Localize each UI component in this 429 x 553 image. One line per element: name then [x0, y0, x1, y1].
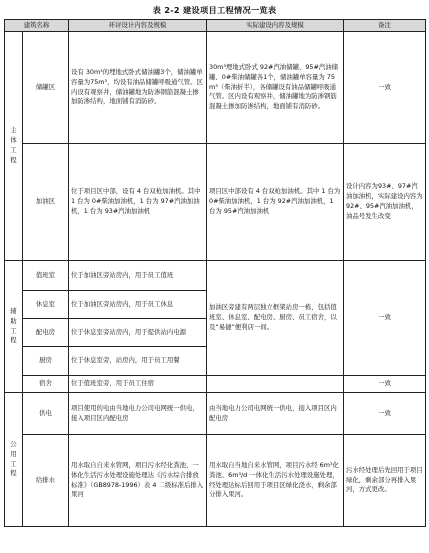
table-row [5, 261, 426, 291]
design-supply: 项目使用的电由当地电力公司电网统一供电，接入项目区内配电房 [69, 393, 207, 435]
table-title: 表 2-2 建设项目工程情况一览表 [152, 5, 277, 15]
table-row [5, 435, 426, 527]
actual-aux: 加油区旁建有两层独立框架站房一栋，包括值班室、休息室、配电房、厨房、员工宿舍，以及“易捷”便利店一间。 [207, 261, 344, 376]
row-name-supply: 供电 [23, 393, 69, 435]
design-power: 位于休息室旁站房内，用于提供站内电源 [69, 319, 207, 347]
category-main: 主体工程 [5, 32, 23, 261]
row-name-water: 给排水 [23, 435, 69, 527]
col-header-name: 建筑名称 [5, 20, 69, 32]
design-kitchen: 位于休息室旁，站房内，用于员工用餐 [69, 347, 207, 376]
category-public: 公用工程 [5, 393, 23, 527]
col-header-note: 备注 [344, 20, 426, 32]
note-dorm: 一致 [344, 376, 426, 393]
actual-supply: 由当地电力公司电网统一供电，接入项目区内配电房 [207, 393, 344, 435]
row-name-rest: 休息室 [23, 291, 69, 319]
design-rest: 位于加油区旁站房内，用于员工休息 [69, 291, 207, 319]
category-aux: 辅助工程 [5, 261, 23, 393]
row-name-power: 配电房 [23, 319, 69, 347]
note-aux: 一致 [344, 261, 426, 376]
row-name-dorm: 宿舍 [23, 376, 69, 393]
actual-water: 用水取自当地自来水管网，项目污水经 6m³化粪池、6m³/d 一体化生活污水处理设施处理，经处理达标后回用于项目区绿化浇水，剩余部分排入果河。 [207, 435, 344, 527]
row-name-fuel: 加油区 [23, 144, 69, 261]
design-water: 用水取自自来水管网，项目污水经化粪池、一体化生活污水处理设施处理达《污水综合排放标准》（GB8978-1996）表 4 二级标准后排入果河 [69, 435, 207, 527]
table-row [5, 144, 426, 261]
project-table [4, 19, 426, 527]
col-header-design: 环评设计内容及规模 [69, 20, 207, 32]
table-row [5, 32, 426, 144]
table-header-row [5, 20, 426, 32]
design-fuel: 位于项目区中部，设有 4 台双枪加油机。其中 1 台为 0#柴油加油机，1 台为 97#汽油加油机，1 台为 93#汽油加油机 [69, 144, 207, 261]
note-water: 污水经处理后先回用于项目绿化，剩余部分再排入果河，方式更改。 [344, 435, 426, 527]
row-name-manage: 值班室 [23, 261, 69, 291]
col-header-actual: 实际建设内容及规模 [207, 20, 344, 32]
design-tank: 设有 30m³的埋地式卧式储油罐3个，储油罐单容量为75m³，均设有油品储罐呼吸通气管。区内设有观察井，储油罐地为防渗钢筋混凝土掺加防渗结构，地面铺有消防砂。 [69, 32, 207, 144]
actual-tank: 30m³埋地式卧式 92#汽油储罐、95#汽油储罐、0#柴油储罐各1个，储油罐单容量为 75m³（柴油折半），各储罐设有油品储罐呼吸通气管。区内设有观察井，储油罐地为防渗钢筋混凝土掺加防渗结构，地面铺有消防砂。 [207, 32, 344, 144]
actual-dorm-empty [207, 376, 344, 393]
row-name-kitchen: 厨房 [23, 347, 69, 376]
design-dorm: 位于值班室旁，用于员工住宿 [69, 376, 207, 393]
design-manage: 位于加油区旁站房内，用于员工值班 [69, 261, 207, 291]
note-fuel: 设计内容为93#、97#汽油加油机，实际建设内容为 92#、95#汽油加油机，油品号发生改变 [344, 144, 426, 261]
note-tank: 一致 [344, 32, 426, 144]
note-supply: 一致 [344, 393, 426, 435]
row-name-tank: 储罐区 [23, 32, 69, 144]
actual-fuel: 项目区中部设有 4 台双枪加油机。其中 1 台为 0#柴油加油机，1 台为 92#汽油加油机，1 台为 95#汽油加油机 [207, 144, 344, 261]
table-row [5, 393, 426, 435]
table-row [5, 376, 426, 393]
